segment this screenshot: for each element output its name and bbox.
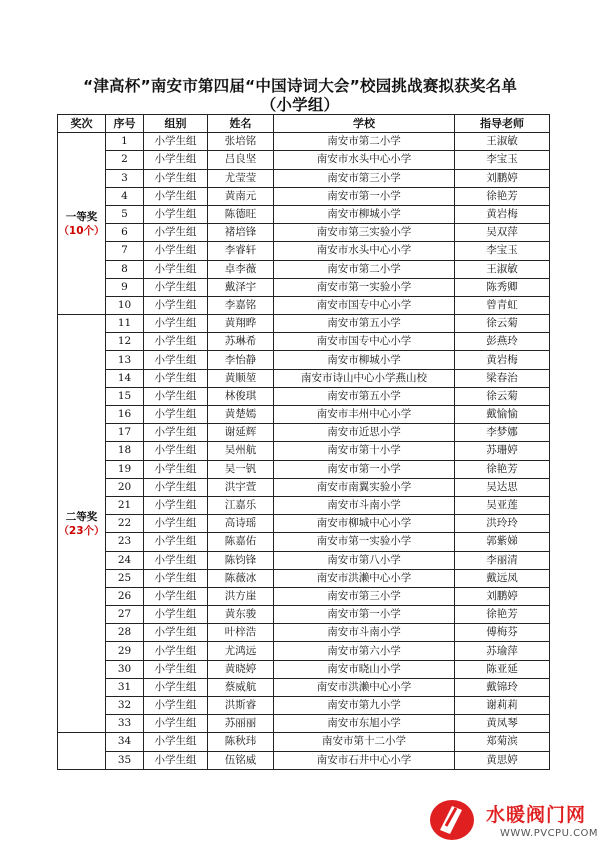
cell-school: 南安市第三实验小学 [274,224,455,242]
cell-group: 小学生组 [144,660,208,678]
cell-number: 30 [106,660,144,678]
cell-name: 陈薇冰 [208,569,274,587]
cell-name: 洪方崖 [208,587,274,605]
table-row [58,678,550,696]
cell-name: 李睿轩 [208,242,274,260]
cell-group: 小学生组 [144,151,208,169]
table-row [58,551,550,569]
table-row [58,606,550,624]
cell-teacher: 李丽清 [455,551,550,569]
cell-group: 小学生组 [144,133,208,151]
cell-teacher: 陈秀卿 [455,278,550,296]
cell-name: 黄晓婷 [208,660,274,678]
cell-group: 小学生组 [144,296,208,314]
award-cell [58,315,106,733]
cell-school: 南安市斗南小学 [274,624,455,642]
header-award: 奖次 [58,115,106,133]
cell-name: 叶梓浩 [208,624,274,642]
cell-teacher: 陈亚延 [455,660,550,678]
cell-name: 张培铭 [208,133,274,151]
cell-teacher: 戴远凤 [455,569,550,587]
cell-number: 1 [106,133,144,151]
cell-name: 尤鸿远 [208,642,274,660]
cell-school: 南安市国专中心小学 [274,333,455,351]
cell-group: 小学生组 [144,242,208,260]
cell-school: 南安市国专中心小学 [274,296,455,314]
cell-group: 小学生组 [144,260,208,278]
cell-number: 4 [106,187,144,205]
cell-school: 南安市第一小学 [274,187,455,205]
cell-teacher: 黄思婷 [455,751,550,769]
cell-name: 吴州航 [208,442,274,460]
table-row [58,387,550,405]
cell-number: 5 [106,205,144,223]
cell-name: 蔡威航 [208,678,274,696]
cell-school: 南安市丰州中心小学 [274,406,455,424]
cell-name: 洪宇萱 [208,478,274,496]
table-header-row [58,115,550,133]
cell-name: 陈秋玮 [208,733,274,751]
table-row [58,315,550,333]
award-cell [58,733,106,769]
table-row [58,587,550,605]
cell-name: 伍铭威 [208,751,274,769]
cell-number: 10 [106,296,144,314]
cell-name: 苏琳希 [208,333,274,351]
cell-teacher: 郭紫娣 [455,533,550,551]
cell-school: 南安市柳城中心小学 [274,515,455,533]
cell-number: 33 [106,715,144,733]
table-row [58,333,550,351]
table-row [58,697,550,715]
cell-teacher: 黄岩梅 [455,205,550,223]
cell-teacher: 刘鹏婷 [455,587,550,605]
cell-teacher: 吴达思 [455,478,550,496]
cell-school: 南安市水头中心小学 [274,151,455,169]
cell-number: 26 [106,587,144,605]
table-row [58,205,550,223]
cell-teacher: 傅梅芬 [455,624,550,642]
cell-teacher: 彭燕玲 [455,333,550,351]
cell-group: 小学生组 [144,478,208,496]
cell-teacher: 徐云菊 [455,315,550,333]
cell-group: 小学生组 [144,587,208,605]
cell-number: 8 [106,260,144,278]
cell-name: 陈钧锋 [208,551,274,569]
cell-teacher: 徐艳芳 [455,187,550,205]
header-teacher: 指导老师 [455,115,550,133]
cell-number: 34 [106,733,144,751]
cell-name: 李嘉铭 [208,296,274,314]
table-row [58,224,550,242]
table-row [58,260,550,278]
cell-school: 南安市第五小学 [274,315,455,333]
table-row [58,369,550,387]
cell-number: 19 [106,460,144,478]
table-row [58,569,550,587]
table-row [58,733,550,751]
cell-number: 11 [106,315,144,333]
table-row [58,751,550,769]
cell-group: 小学生组 [144,642,208,660]
cell-number: 22 [106,515,144,533]
logo-url: WWW.PVCPU.COM [500,828,599,839]
cell-school: 南安市南翼实验小学 [274,478,455,496]
cell-name: 卓李薇 [208,260,274,278]
header-school: 学校 [274,115,455,133]
cell-number: 32 [106,697,144,715]
cell-number: 31 [106,678,144,696]
cell-number: 29 [106,642,144,660]
cell-name: 戴泽宇 [208,278,274,296]
table-row [58,660,550,678]
cell-number: 20 [106,478,144,496]
cell-school: 南安市第一实验小学 [274,278,455,296]
table-row [58,478,550,496]
table-row [58,460,550,478]
cell-number: 12 [106,333,144,351]
cell-school: 南安市第十小学 [274,442,455,460]
cell-name: 谢延辉 [208,424,274,442]
cell-school: 南安市水头中心小学 [274,242,455,260]
table-row [58,351,550,369]
cell-group: 小学生组 [144,551,208,569]
cell-group: 小学生组 [144,624,208,642]
award-count: （10个） [58,224,105,237]
cell-number: 21 [106,496,144,514]
cell-name: 李怡静 [208,351,274,369]
cell-group: 小学生组 [144,187,208,205]
cell-name: 陈德旺 [208,205,274,223]
cell-school: 南安市第八小学 [274,551,455,569]
cell-group: 小学生组 [144,678,208,696]
cell-name: 陈嘉佑 [208,533,274,551]
cell-number: 13 [106,351,144,369]
table-row [58,133,550,151]
table-row [58,406,550,424]
cell-school: 南安市第一小学 [274,460,455,478]
cell-teacher: 吴双萍 [455,224,550,242]
award-label: 一等奖 [65,210,98,223]
cell-number: 9 [106,278,144,296]
cell-teacher: 郑菊滨 [455,733,550,751]
cell-group: 小学生组 [144,533,208,551]
cell-teacher: 徐云菊 [455,387,550,405]
cell-group: 小学生组 [144,751,208,769]
cell-teacher: 谢莉莉 [455,697,550,715]
cell-group: 小学生组 [144,387,208,405]
cell-school: 南安市第三小学 [274,587,455,605]
cell-name: 吕良坚 [208,151,274,169]
cell-name: 尤莹莹 [208,169,274,187]
cell-school: 南安市诗山中心小学燕山校 [274,369,455,387]
cell-school: 南安市柳城小学 [274,205,455,223]
cell-number: 23 [106,533,144,551]
cell-name: 吴一钒 [208,460,274,478]
table-row [58,624,550,642]
cell-group: 小学生组 [144,315,208,333]
cell-school: 南安市第三小学 [274,169,455,187]
cell-group: 小学生组 [144,606,208,624]
award-label: 二等奖 [65,510,98,523]
cell-group: 小学生组 [144,424,208,442]
cell-number: 7 [106,242,144,260]
award-table [57,114,550,770]
cell-group: 小学生组 [144,406,208,424]
cell-school: 南安市洪濑中心小学 [274,569,455,587]
cell-number: 18 [106,442,144,460]
cell-name: 黄东骏 [208,606,274,624]
cell-name: 黄翔晔 [208,315,274,333]
cell-number: 16 [106,406,144,424]
cell-teacher: 徐艳芳 [455,460,550,478]
header-group: 组别 [144,115,208,133]
logo-text: 水暖阀门网 [486,804,587,826]
cell-teacher: 黄岩梅 [455,351,550,369]
cell-teacher: 曾青虹 [455,296,550,314]
award-cell [58,133,106,315]
cell-teacher: 戴愉愉 [455,406,550,424]
cell-number: 27 [106,606,144,624]
header-number: 序号 [106,115,144,133]
cell-name: 江嘉乐 [208,496,274,514]
cell-name: 洪斯睿 [208,697,274,715]
table-row [58,533,550,551]
cell-teacher: 李宝玉 [455,151,550,169]
table-row [58,424,550,442]
cell-number: 3 [106,169,144,187]
table-row [58,715,550,733]
cell-group: 小学生组 [144,496,208,514]
award-count: （23个） [58,524,105,537]
cell-teacher: 梁春治 [455,369,550,387]
cell-teacher: 苏瑜萍 [455,642,550,660]
cell-school: 南安市第一小学 [274,606,455,624]
cell-school: 南安市第十二小学 [274,733,455,751]
cell-school: 南安市石井中心小学 [274,751,455,769]
cell-school: 南安市第九小学 [274,697,455,715]
cell-school: 南安市第六小学 [274,642,455,660]
cell-number: 28 [106,624,144,642]
table-row [58,296,550,314]
cell-number: 25 [106,569,144,587]
cell-school: 南安市第二小学 [274,133,455,151]
cell-school: 南安市柳城小学 [274,351,455,369]
cell-teacher: 王淑敏 [455,260,550,278]
cell-teacher: 吴亚莲 [455,496,550,514]
table-row [58,496,550,514]
cell-group: 小学生组 [144,333,208,351]
table-row [58,187,550,205]
cell-school: 南安市洪濑中心小学 [274,678,455,696]
table-row [58,242,550,260]
cell-group: 小学生组 [144,169,208,187]
cell-number: 2 [106,151,144,169]
cell-number: 15 [106,387,144,405]
cell-group: 小学生组 [144,569,208,587]
table-row [58,278,550,296]
table-row [58,169,550,187]
cell-group: 小学生组 [144,733,208,751]
cell-teacher: 刘鹏婷 [455,169,550,187]
cell-name: 黄楚嫣 [208,406,274,424]
cell-number: 6 [106,224,144,242]
cell-teacher: 徐艳芳 [455,606,550,624]
cell-teacher: 李梦娜 [455,424,550,442]
cell-name: 黄南元 [208,187,274,205]
table-row [58,642,550,660]
cell-group: 小学生组 [144,515,208,533]
cell-group: 小学生组 [144,442,208,460]
cell-group: 小学生组 [144,460,208,478]
cell-number: 14 [106,369,144,387]
cell-name: 苏丽丽 [208,715,274,733]
cell-number: 24 [106,551,144,569]
cell-group: 小学生组 [144,369,208,387]
cell-group: 小学生组 [144,205,208,223]
document-title: “津高杯”南安市第四届“中国诗词大会”校园挑战赛拟获奖名单 [82,77,518,95]
table-row [58,442,550,460]
cell-teacher: 戴锦玲 [455,678,550,696]
cell-group: 小学生组 [144,224,208,242]
cell-group: 小学生组 [144,278,208,296]
cell-number: 35 [106,751,144,769]
table-row [58,151,550,169]
cell-school: 南安市第二小学 [274,260,455,278]
cell-teacher: 苏珊婷 [455,442,550,460]
cell-group: 小学生组 [144,351,208,369]
cell-school: 南安市斗南小学 [274,496,455,514]
cell-school: 南安市第一实验小学 [274,533,455,551]
cell-school: 南安市晓山小学 [274,660,455,678]
cell-name: 高诗瑶 [208,515,274,533]
cell-school: 南安市第五小学 [274,387,455,405]
cell-school: 南安市近思小学 [274,424,455,442]
cell-group: 小学生组 [144,697,208,715]
table-row [58,515,550,533]
header-name: 姓名 [208,115,274,133]
cell-group: 小学生组 [144,715,208,733]
cell-school: 南安市东旭小学 [274,715,455,733]
cell-teacher: 王淑敏 [455,133,550,151]
cell-name: 褚培锋 [208,224,274,242]
cell-name: 黄顺堃 [208,369,274,387]
cell-name: 林俊琪 [208,387,274,405]
document-subtitle: （小学组） [260,96,340,114]
cell-teacher: 李宝玉 [455,242,550,260]
cell-teacher: 洪玲玲 [455,515,550,533]
cell-teacher: 黄凤琴 [455,715,550,733]
cell-number: 17 [106,424,144,442]
